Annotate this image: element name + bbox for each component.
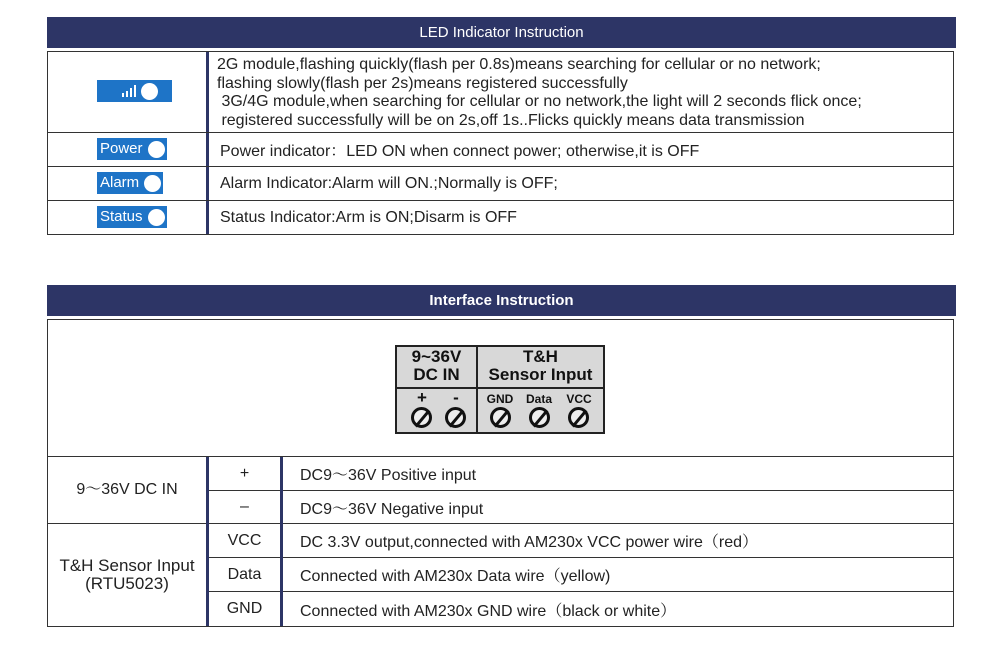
power-led-description: Power indicator：LED ON when connect power; otherwise,it is OFF — [220, 143, 700, 160]
pin-label: GND — [226, 600, 263, 617]
alarm-led-badge: Alarm — [97, 172, 163, 194]
status-led-description: Status Indicator:Arm is ON;Disarm is OFF — [220, 208, 517, 226]
signal-icon — [122, 85, 136, 97]
alarm-led-description: Alarm Indicator:Alarm will ON.;Normally is OFF; — [220, 174, 558, 192]
terminal-block-diagram: 9~36V DC IN T&H Sensor Input + - GND Data VCC — [395, 345, 605, 434]
screw-terminal-icon — [445, 407, 466, 428]
screw-terminal-icon — [490, 407, 511, 428]
pin-description: Connected with AM230x GND wire（black or white） — [300, 602, 677, 620]
screw-terminal-icon — [568, 407, 589, 428]
interface-section-title: Interface Instruction — [47, 285, 956, 316]
led-dot-icon — [141, 83, 158, 100]
led-section-title: LED Indicator Instruction — [47, 17, 956, 48]
table-row — [48, 200, 953, 234]
signal-led-badge — [97, 80, 172, 102]
status-led-badge: Status — [97, 206, 167, 228]
table-row — [48, 132, 953, 166]
group-label-dc-in: 9～36V DC IN — [76, 481, 178, 498]
led-dot-icon — [144, 175, 161, 192]
led-dot-icon — [148, 209, 165, 226]
screw-terminal-icon — [529, 407, 550, 428]
pin-description: Connected with AM230x Data wire（yellow) — [300, 568, 611, 585]
led-dot-icon — [148, 141, 165, 158]
pin-label: – — [240, 498, 249, 515]
pin-label: Data — [227, 565, 262, 583]
pin-description: DC9～36V Positive input — [300, 467, 477, 484]
led-indicator-table — [47, 51, 954, 235]
pin-description: DC9～36V Negative input — [300, 500, 484, 518]
pin-label: + — [239, 464, 250, 482]
screw-terminal-icon — [411, 407, 432, 428]
table-row — [48, 166, 953, 200]
power-led-badge: Power — [97, 138, 167, 160]
pin-label: VCC — [227, 531, 262, 549]
interface-table — [47, 319, 954, 627]
group-label-sensor-input: T&H Sensor Input (RTU5023) — [59, 556, 195, 593]
terminal-diagram-cell — [48, 320, 953, 456]
signal-led-description: 2G module,flashing quickly(flash per 0.8s)means searching for cellular or no network; flashing slowly(flash per 2s)means registered successfully 3G/4G module,when searching for cellular or no network,the light will 2 seconds flick once; registered successfully will be on 2s,off 1s..Flicks quickly means data transmission — [217, 56, 862, 129]
table-row — [48, 52, 953, 132]
pin-description: DC 3.3V output,connected with AM230x VCC power wire（red） — [300, 534, 758, 551]
